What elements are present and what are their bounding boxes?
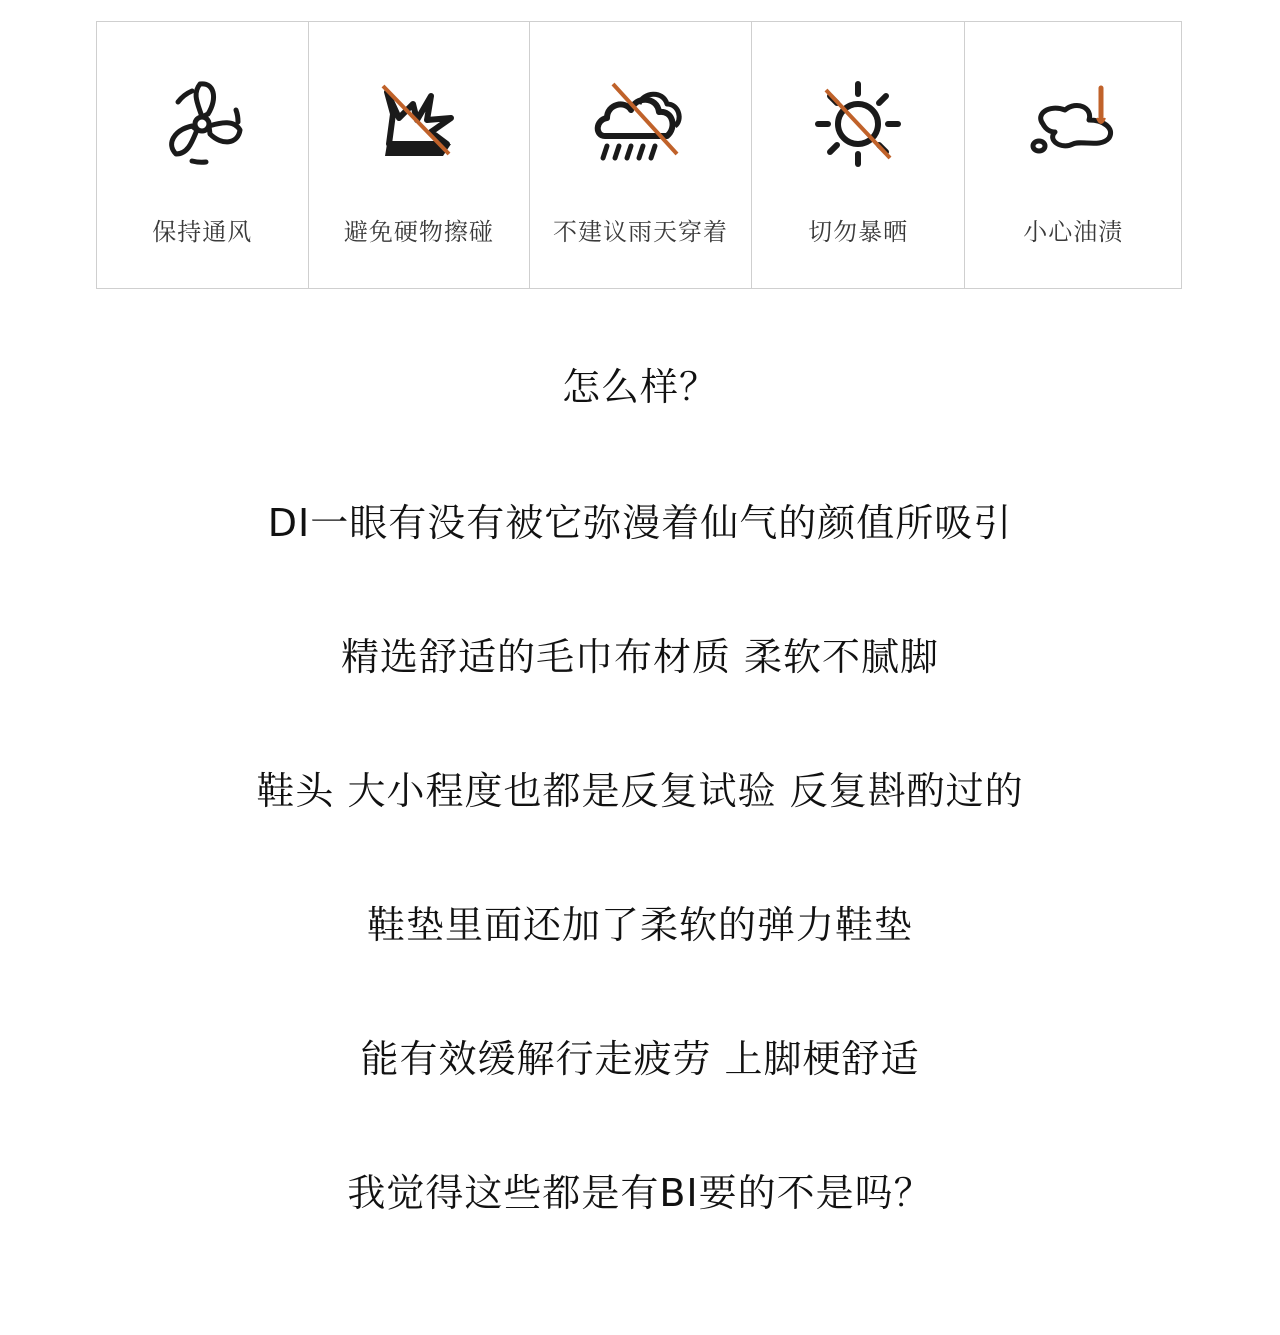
care-item-oil-stain bbox=[965, 22, 1181, 288]
no-sun-icon bbox=[808, 74, 908, 174]
care-label: 切勿暴晒 bbox=[808, 218, 909, 246]
no-rain-icon bbox=[591, 74, 691, 174]
care-item-no-rain bbox=[530, 22, 752, 288]
copy-line: 能有效缓解行走疲劳 上脚梗舒适 bbox=[360, 1037, 920, 1081]
care-item-no-sun bbox=[752, 22, 966, 288]
copy-line: 鞋头 大小程度也都是反复试验 反复斟酌过的 bbox=[256, 769, 1024, 813]
care-label: 避免硬物擦碰 bbox=[343, 218, 494, 246]
copy-line: 精选舒适的毛巾布材质 柔软不腻脚 bbox=[340, 635, 940, 679]
care-item-avoid-hard-objects bbox=[309, 22, 531, 288]
fan-icon bbox=[152, 74, 252, 174]
care-label: 不建议雨天穿着 bbox=[553, 218, 728, 246]
copy-line-heading: 怎么样？ bbox=[561, 365, 718, 409]
care-instructions-strip bbox=[96, 21, 1182, 289]
copy-line: 鞋垫里面还加了柔软的弹力鞋垫 bbox=[366, 903, 913, 947]
no-hard-object-icon bbox=[369, 74, 469, 174]
care-item-ventilate bbox=[97, 22, 309, 288]
copy-line: DI一眼有没有被它弥漫着仙气的颜值所吸引 bbox=[267, 501, 1013, 545]
care-label: 保持通风 bbox=[152, 218, 253, 246]
copy-line: 我觉得这些都是有BI要的不是吗？ bbox=[347, 1171, 933, 1215]
care-label: 小心油渍 bbox=[1023, 218, 1124, 246]
oil-stain-icon bbox=[1023, 74, 1123, 174]
